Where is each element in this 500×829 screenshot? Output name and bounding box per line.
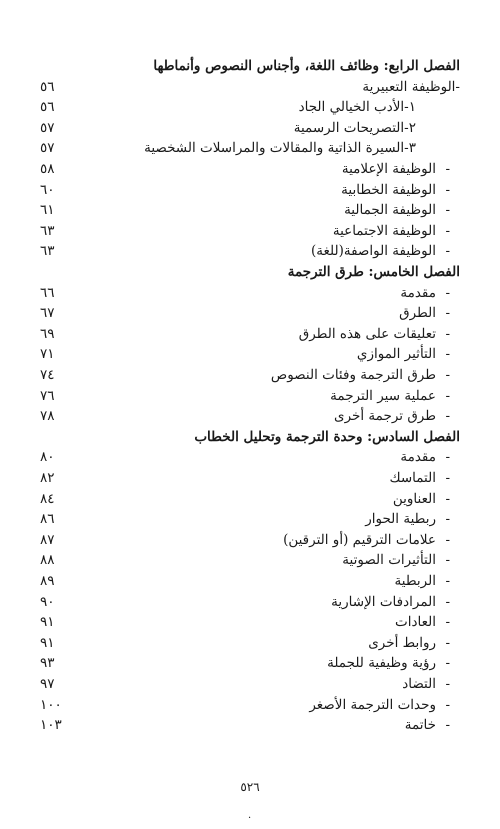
toc-entry xyxy=(40,180,460,200)
toc-entry xyxy=(40,303,460,323)
toc-entry-title: التضاد xyxy=(402,676,436,692)
toc-entry xyxy=(40,138,460,158)
toc-entry-title: العادات xyxy=(395,614,436,631)
toc-entry xyxy=(40,159,460,179)
toc-bullet: - xyxy=(445,181,450,198)
toc-bullet: - xyxy=(445,470,450,486)
toc-page-number: ٦١ xyxy=(40,202,55,219)
toc-entry xyxy=(40,612,460,632)
toc-entry xyxy=(40,118,460,138)
toc-entry xyxy=(40,324,460,344)
toc-entry xyxy=(40,653,460,673)
toc-entry-title: العناوين xyxy=(392,490,436,507)
toc-entry-title: رؤية وظيفية للجملة xyxy=(327,655,436,672)
chapter-heading xyxy=(40,262,460,282)
toc-entry xyxy=(40,447,460,467)
toc-bullet: - xyxy=(445,531,450,548)
toc-entry xyxy=(40,468,460,488)
toc-entry-title: التماسك xyxy=(389,470,436,486)
toc-entry-title: علامات الترقيم (أو الترقين) xyxy=(283,531,436,548)
toc-page-number: ٨٧ xyxy=(40,531,55,548)
toc-page-number: ٥٨ xyxy=(40,161,55,177)
toc-entry xyxy=(40,200,460,220)
toc-page-number: ٦٧ xyxy=(40,305,55,322)
toc-entry-title: وحدات الترجمة الأصغر xyxy=(309,696,436,713)
toc-entry-title: عملية سير الترجمة xyxy=(330,387,436,404)
toc-bullet: - xyxy=(445,222,450,239)
toc-page-number: ٨٤ xyxy=(40,490,55,507)
toc-bullet: - xyxy=(445,614,450,631)
toc-bullet: - xyxy=(445,284,450,301)
toc-page-number: ٨٦ xyxy=(40,511,55,528)
toc-entry-title: ١-الأدب الخيالي الجاد xyxy=(298,99,416,116)
toc-bullet: - xyxy=(445,243,450,260)
toc-entry-title: طرق ترجمة أخرى xyxy=(334,408,436,425)
toc-entry xyxy=(40,715,460,735)
toc-entry-title: ربطية الحوار xyxy=(365,511,436,528)
toc-bullet: - xyxy=(445,717,450,734)
chapter-title: الفصل الخامس: طرق الترجمة xyxy=(287,264,460,280)
toc-bullet: - xyxy=(445,346,450,363)
toc-entry-title: المرادفات الإشارية xyxy=(331,593,436,610)
toc-entry xyxy=(40,283,460,303)
toc-page-number: ٥٧ xyxy=(40,119,55,136)
toc-entry-title: طرق الترجمة وفئات النصوص xyxy=(270,367,436,383)
toc-page-number: ٦٦ xyxy=(40,284,55,301)
toc-entry xyxy=(40,509,460,529)
toc-entry-title: الوظيفة الاجتماعية xyxy=(332,222,436,239)
toc-page-number: ١٠٠ xyxy=(40,696,62,713)
toc-bullet: - xyxy=(445,161,450,177)
toc-page-number: ٩٠ xyxy=(40,593,55,610)
toc-entry-title: الوظيفة الإعلامية xyxy=(341,161,436,177)
toc-entry-title: التأثيرات الصوتية xyxy=(342,552,436,569)
toc-page-number: ٥٦ xyxy=(40,78,55,95)
toc-entry-title: ٢-التصريحات الرسمية xyxy=(293,119,416,136)
toc-entry xyxy=(40,77,460,97)
toc-bullet: - xyxy=(445,449,450,466)
toc-entry xyxy=(40,674,460,694)
toc-page-number: ٥٧ xyxy=(40,140,55,157)
toc-page-number: ٩٧ xyxy=(40,676,55,692)
toc-page-number: ٧١ xyxy=(40,346,55,363)
toc-entry xyxy=(40,97,460,117)
toc-entry-title: ٣-السيرة الذاتية والمقالات والمراسلات الشخصية xyxy=(144,140,416,157)
toc-entry xyxy=(40,386,460,406)
toc-entry xyxy=(40,406,460,426)
toc-page-number: ٨٠ xyxy=(40,449,55,466)
toc-entry xyxy=(40,221,460,241)
toc-entry xyxy=(40,344,460,364)
page-number: ٥٢٦ xyxy=(240,780,260,794)
toc-entry-title: الطرق xyxy=(399,305,436,322)
chapter-title: الفصل الرابع: وظائف اللغة، وأجناس النصوص وأنماطها xyxy=(153,58,460,74)
toc-page-number: ٦٣ xyxy=(40,243,55,260)
toc-page-number: ٦٣ xyxy=(40,222,55,239)
toc-entry-title: تعليقات على هذه الطرق xyxy=(298,325,436,342)
toc-bullet: - xyxy=(445,511,450,528)
toc-page-number: ٦٩ xyxy=(40,325,55,342)
toc-page-number: ١٠٣ xyxy=(40,717,62,734)
toc-entry xyxy=(40,241,460,261)
toc-page-number: ٧٦ xyxy=(40,387,55,404)
toc-entry xyxy=(40,365,460,385)
footer-mark: · xyxy=(248,813,252,824)
toc-entry-title: خاتمة xyxy=(404,717,436,734)
toc-page-number: ٨٩ xyxy=(40,573,55,589)
toc-entry-title: الوظيفة الخطابية xyxy=(341,181,436,198)
toc-bullet: - xyxy=(445,490,450,507)
toc-page-number: ٩٣ xyxy=(40,655,55,672)
toc-bullet: - xyxy=(445,305,450,322)
toc-page-number: ٨٨ xyxy=(40,552,55,569)
toc-entry-title: التأثير الموازي xyxy=(356,346,436,363)
toc-page-number: ٧٨ xyxy=(40,408,55,425)
toc-bullet: - xyxy=(445,202,450,219)
toc-bullet: - xyxy=(445,676,450,692)
toc-bullet: - xyxy=(445,325,450,342)
toc-entry xyxy=(40,633,460,653)
toc-entry-title: الوظيفة الجمالية xyxy=(344,202,436,219)
toc-entry-title: الربطية xyxy=(394,573,436,589)
toc-page-number: ٥٦ xyxy=(40,99,55,116)
toc-bullet: - xyxy=(445,655,450,672)
toc-entry xyxy=(40,592,460,612)
toc-bullet: - xyxy=(445,573,450,589)
toc-bullet: - xyxy=(445,696,450,713)
toc-page-number: ٨٢ xyxy=(40,470,55,486)
toc-entry xyxy=(40,571,460,591)
toc-bullet: - xyxy=(445,387,450,404)
toc-entry xyxy=(40,530,460,550)
toc-entry-title: الوظيفة الواصفة(للغة) xyxy=(310,243,436,260)
toc-entry xyxy=(40,489,460,509)
toc-page-number: ٩١ xyxy=(40,614,55,631)
toc-entry xyxy=(40,550,460,570)
toc-bullet: - xyxy=(445,367,450,383)
toc-entry xyxy=(40,695,460,715)
toc-page-number: ٦٠ xyxy=(40,181,55,198)
toc-entry-title: مقدمة xyxy=(400,284,436,301)
toc-entry-title: مقدمة xyxy=(400,449,436,466)
chapter-heading xyxy=(40,56,460,76)
toc-bullet: - xyxy=(445,634,450,651)
toc-page-number: ٧٤ xyxy=(40,367,55,383)
toc-bullet: - xyxy=(445,408,450,425)
toc-page-number: ٩١ xyxy=(40,634,55,651)
chapter-title: الفصل السادس: وحدة الترجمة وتحليل الخطاب xyxy=(194,428,460,445)
toc-bullet: - xyxy=(445,593,450,610)
toc-entry-title: -الوظيفة التعبيرية xyxy=(362,78,460,95)
toc-entry-title: روابط أخرى xyxy=(368,634,436,651)
chapter-heading xyxy=(40,427,460,447)
toc-bullet: - xyxy=(445,552,450,569)
